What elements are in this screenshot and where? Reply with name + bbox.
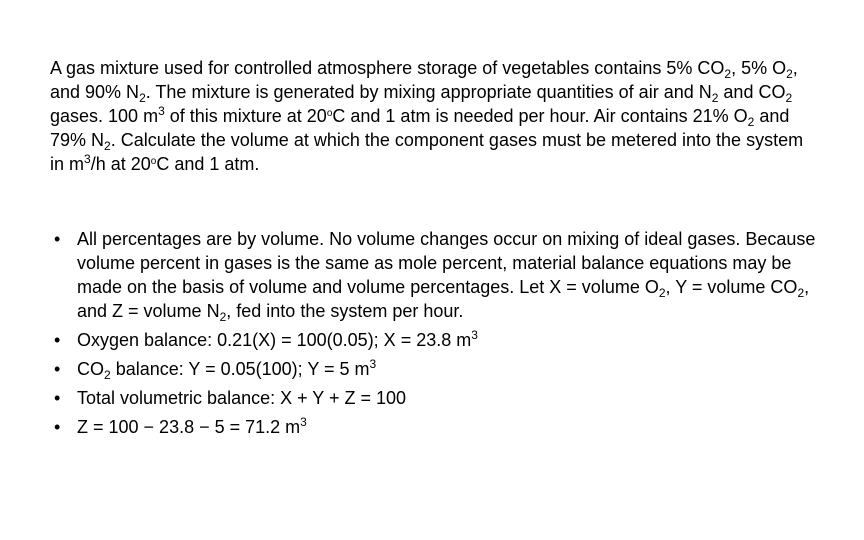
problem-text: and CO — [718, 82, 786, 102]
degree-mark: o — [326, 108, 333, 119]
bullet-text: CO — [77, 359, 104, 379]
solution-bullet-list — [50, 227, 820, 444]
problem-text: of this mixture at 20 — [164, 106, 327, 126]
subscript: 2 — [104, 368, 111, 382]
bullet-item-oxygen-balance — [50, 328, 820, 352]
problem-text: . Calculate the volume at which the component gases must be metered into the system in m — [50, 130, 804, 174]
bullet-item-nitrogen-result — [50, 415, 820, 439]
degree-mark: o — [150, 156, 157, 167]
problem-text: , 5% O — [731, 58, 787, 78]
superscript: 3 — [369, 357, 377, 371]
bullet-text: , Y = volume CO — [665, 277, 798, 297]
bullet-text: balance: Y = 0.05(100); Y = 5 m — [110, 359, 370, 379]
bullet-item-co2-balance — [50, 357, 820, 381]
subscript: 2 — [219, 310, 227, 324]
problem-text: C and 1 atm is needed per hour. Air contains 21% O — [332, 106, 748, 126]
subscript: 2 — [658, 286, 666, 300]
problem-text: and 79% N — [50, 106, 790, 150]
problem-statement — [50, 56, 820, 176]
bullet-text: , fed into the system per hour. — [226, 301, 464, 321]
subscript: 2 — [786, 67, 793, 81]
problem-text: A gas mixture used for controlled atmosphere storage of vegetables contains 5% CO — [50, 58, 725, 78]
problem-text: /h at 20 — [90, 154, 151, 174]
subscript: 2 — [711, 91, 719, 105]
subscript: 2 — [724, 67, 732, 81]
subscript: 2 — [747, 115, 755, 129]
bullet-text: Z = 100 − 23.8 − 5 = 71.2 m — [77, 417, 301, 437]
problem-text: . The mixture is generated by mixing appropriate quantities of air and N — [145, 82, 712, 102]
problem-text: C and 1 atm. — [156, 154, 260, 174]
bullet-item-total-balance — [50, 386, 820, 410]
subscript: 2 — [139, 91, 146, 105]
bullet-text: , and Z = volume N — [77, 277, 810, 321]
bullet-text: Total volumetric balance: X + Y + Z = 100 — [77, 388, 407, 408]
subscript: 2 — [797, 286, 805, 300]
superscript: 3 — [84, 152, 91, 166]
superscript: 3 — [158, 104, 165, 118]
bullet-text: All percentages are by volume. No volume changes occur on mixing of ideal gases. Because volume percent in gases is the same as mole percent, material balance equations may be made on the basis of volume and volume percentages. Let X = volume O — [77, 229, 816, 297]
superscript: 3 — [300, 415, 307, 429]
problem-text: gases. 100 m — [50, 106, 159, 126]
bullet-item-assumptions — [50, 227, 820, 323]
subscript: 2 — [785, 91, 793, 105]
subscript: 2 — [104, 139, 111, 153]
problem-text: , and 90% N — [50, 58, 798, 102]
superscript: 3 — [471, 328, 478, 342]
bullet-text: Oxygen balance: 0.21(X) = 100(0.05); X = 23.8 m — [77, 330, 472, 350]
